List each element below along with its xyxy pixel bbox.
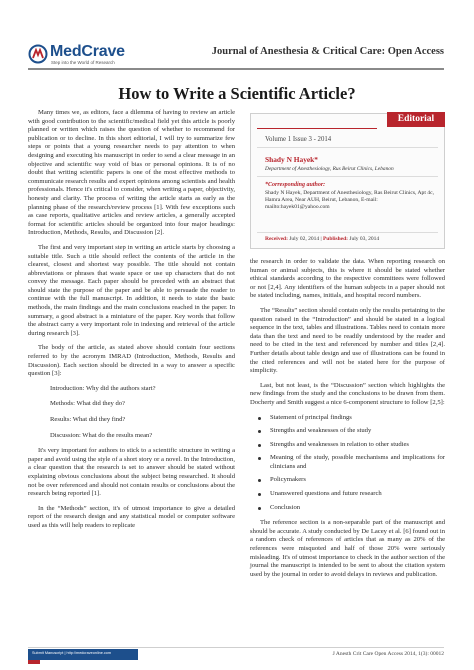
list-item: Statement of principal findings [250, 414, 445, 423]
footer-divider [28, 647, 444, 648]
author-affiliation: Department of Anesthesiology, Rus Beirut Clinics, Lebanon [265, 166, 394, 172]
list-item: Strengths and weaknesses of the study [250, 427, 445, 436]
left-column [28, 109, 235, 537]
imrad-question: Introduction: Why did the authors start? [50, 384, 156, 392]
divider [257, 232, 438, 233]
published-label: Published: [322, 236, 349, 242]
body-paragraph: The body of the article, as stated above should contain four sections referred to by the acronym IMRAD (Introduction, Methods, Results and Discussion). Each section should be directed in a way to answer a specific question [3]: [28, 344, 235, 378]
imrad-question: Discussion: What do the results mean? [50, 431, 153, 439]
corresponding-heading: *Corresponding author: [265, 182, 326, 188]
author-email-link[interactable]: mailto:hayek01@yahoo.com [265, 204, 330, 211]
volume-issue: Volume 1 Issue 3 - 2014 [265, 136, 332, 143]
corresponding-address: Shady N Hayek, Department of Anesthesiology, Ras Beirut Clinics, Apt 4c, Hamra Area, Near AUH, Beirut, Lebanon, E-mail: [265, 190, 434, 204]
footer-accent [28, 660, 40, 664]
medcrave-logo-icon [28, 44, 50, 64]
body-paragraph: the research in order to validate the data. When reporting research on human or animal subjects, this is where it should be stated whether ethical standards according to the respective committees were followed or not [2,4]. Any identifiers of the human subjects in a paper should not be stated including, names, initials, and hospital record numbers. [250, 258, 445, 300]
author-name: Shady N Hayek* [265, 155, 318, 164]
body-paragraph: The “Results” section should contain only the results pertaining to the question raised in the “Introduction” and should be stated in a logical sequence in the text, tables and illustrations. Tables need to contain more data than the text and need to be readily understood by the reader and need to be cited in the text and referenced by number and titles [2,4]. Further details about table design and use of illustrations can be found in the cited references and will not be stated here for the purpose of simplicity. [250, 306, 445, 375]
body-paragraph: In the “Methods” section, it's of utmost importance to give a detailed report of the research design and any statistical model or computer software used as this will help readers to replicate [28, 504, 235, 529]
list-item: Policymakers [250, 476, 445, 485]
list-item: Unanswered questions and future research [250, 490, 445, 499]
article-dates: Received: July 02, 2014 | Published: July 03, 2014 [265, 236, 380, 242]
journal-title: Journal of Anesthesia & Critical Care: Open Access [211, 46, 444, 57]
body-paragraph: The first and very important step in writing an article starts by choosing a suitable title. Such a title should reflect the contents of the article in the clearest, closest and shortest way possible. The title should not contain abbreviations or phrases that waste space or use up characters that do not convey the message. Each paper should be preceded with an abstract that should state the purpose of the paper and be able to persuade the reader to continue with the full manuscript. In addition, it needs to state the basic methods, the main findings and the main conclusions reached in the paper. In summary, a good abstract is a miniature of the paper. Key words that follow the abstract carry a very important role in indexing and retrieval of the article during research [3]. [28, 243, 235, 337]
discussion-structure-list [250, 414, 445, 513]
citation: J Anesth Crit Care Open Access 2014, 1(3): 00012 [332, 651, 444, 657]
logo-tagline: Step into the World of Research [51, 60, 115, 65]
submit-manuscript-link[interactable] [28, 649, 138, 660]
body-paragraph: It's very important for authors to stick to a scientific structure in writing a paper and avoid using the style of a short story or a novel. In the Introduction, a clear question that the research is set to answer should be stated without explaining obvious conclusions about the subject being researched. It should not be over referenced and should not contain results or conclusions about the research being reported [1]. [28, 447, 235, 498]
right-column [250, 258, 445, 585]
page-header [0, 0, 474, 70]
list-item: Meaning of the study, possible mechanisms and implications for clinicians and [250, 454, 445, 471]
corresponding-details [265, 190, 435, 212]
article-info-box [250, 113, 445, 249]
received-date: July 02, 2014 [289, 236, 320, 242]
medcrave-logo[interactable] [28, 44, 138, 66]
divider [257, 128, 377, 129]
submit-manuscript-text: Submit Manuscript | http://medcraveonline.com [32, 651, 112, 655]
logo-text: MedCrave [50, 43, 125, 60]
body-paragraph: The reference section is a non-separable part of the manuscript and should be accurate. A study conducted by De Lacey et al. [6] found out in a random check of references of articles that as many as 20% of the references were misquoted and half of those 20% were seriously misleading. It's of utmost importance to check in the author section of the journal the manuscript is intended to be sent to about the citation system used by the journal in order to avoid delays in reviews and publication. [250, 519, 445, 578]
body-paragraph: Many times we, as editors, face a dilemma of having to review an article with good contribution to the scientific/medical field yet this article is poorly planned or written which raises the question of whether to recommend for publication or to decline. In this short editorial, I will try to summarize few steps or points that a young researcher needs to pay attention to when designing and executing his manuscript in order to send a clear message in an objective and scientific way void of bias or personal opinions. It is of no doubt that writing scientific papers is one of the most effective methods to communicate research results and expert opinions among scientists and health professionals. Hence it's critical to consider, when writing a paper, objectivity, honesty and clarity. The process of writing the article starts as early as the planning phase of the research/review process [1]. With few exceptions such as case reports, qualitative articles and review articles, a generally accepted format for scientific articles should be organized into four major headings: Introduction, Methods, Results, and Discussion [2]. [28, 109, 235, 237]
article-title: How to Write a Scientific Article? [118, 84, 356, 103]
article-type-badge: Editorial [387, 112, 445, 127]
divider [257, 176, 438, 177]
header-divider [28, 68, 444, 70]
received-label: Received: [265, 236, 288, 242]
imrad-question: Results: What did they find? [50, 416, 126, 423]
body-paragraph: Last, but not least, is the “Discussion” section which highlights the new findings from the study and the conclusions to be drawn from them. Docherty and Smith suggest a nice 6-component structure to follow [2,5]: [250, 381, 445, 406]
list-item: Strengths and weaknesses in relation to other studies [250, 441, 445, 450]
divider [257, 147, 438, 148]
published-date: July 03, 2014 [349, 236, 380, 242]
list-item: Conclusion [250, 504, 445, 513]
imrad-question: Methods: What did they do? [50, 400, 125, 408]
